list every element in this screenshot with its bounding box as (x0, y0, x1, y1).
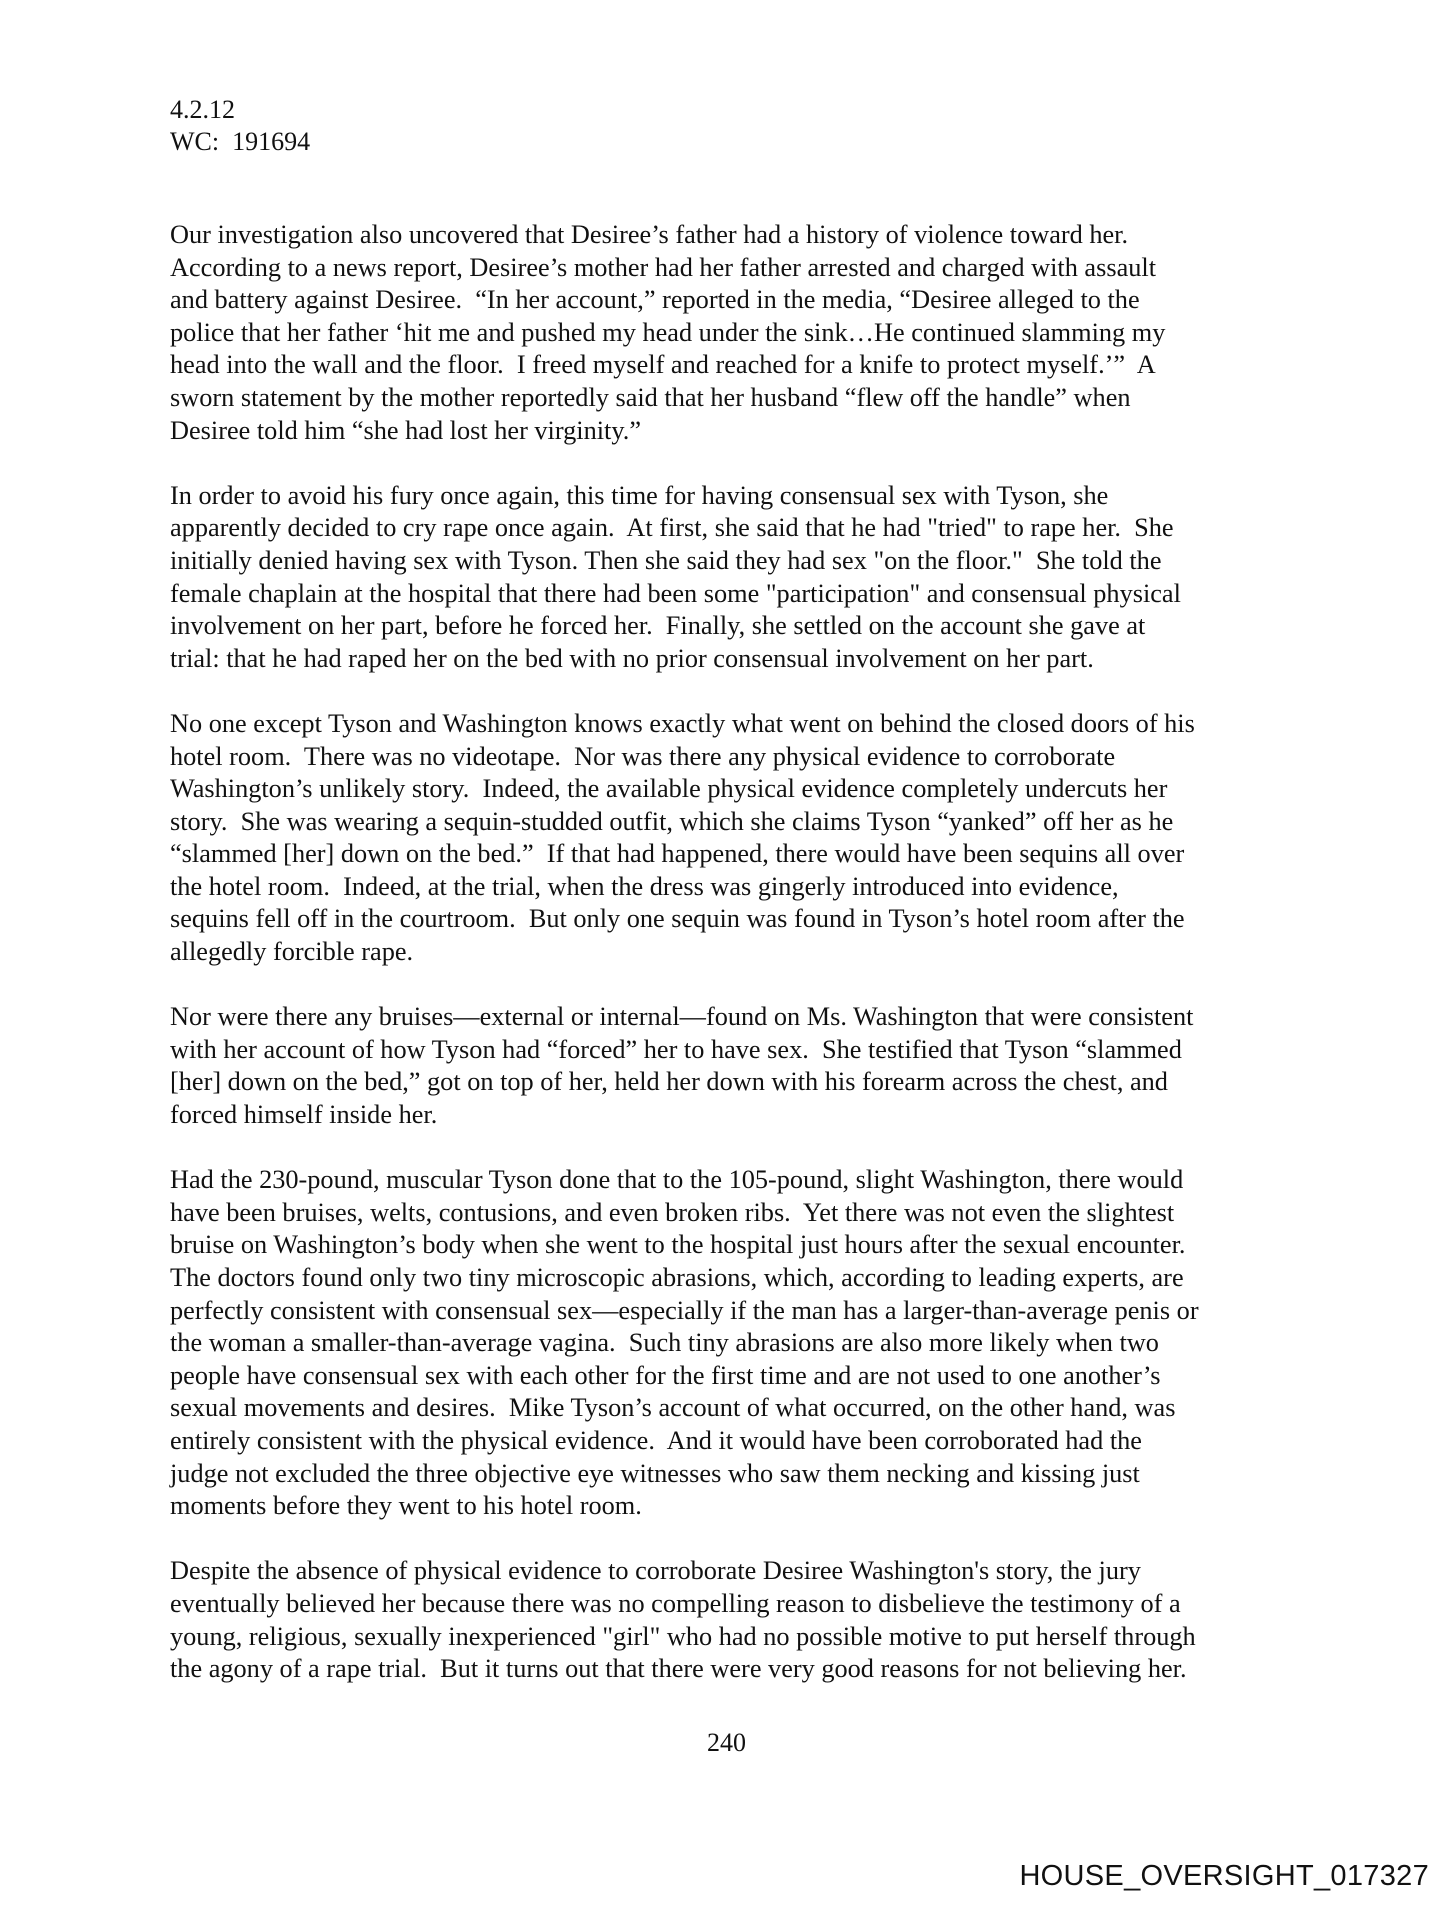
text-line: people have consensual sex with each other for the first time and are not used to one another’s (170, 1360, 1161, 1390)
text-line: with her account of how Tyson had “forced” her to have sex. She testified that Tyson “slammed (170, 1034, 1182, 1064)
text-line: the hotel room. Indeed, at the trial, when the dress was gingerly introduced into evidence, (170, 871, 1119, 901)
text-line: perfectly consistent with consensual sex—especially if the man has a larger-than-average penis or (170, 1295, 1199, 1325)
text-line: and battery against Desiree. “In her account,” reported in the media, “Desiree alleged to the (170, 285, 1140, 315)
text-line: the woman a smaller-than-average vagina. Such tiny abrasions are also more likely when two (170, 1328, 1159, 1358)
text-line: police that her father ‘hit me and pushed my head under the sink…He continued slamming my (170, 317, 1166, 347)
text-line: No one except Tyson and Washington knows exactly what went on behind the closed doors of his (170, 708, 1195, 738)
text-line: The doctors found only two tiny microscopic abrasions, which, according to leading experts, are (170, 1263, 1184, 1292)
text-line: bruise on Washington’s body when she went to the hospital just hours after the sexual encounter. (170, 1230, 1186, 1260)
text-line: Despite the absence of physical evidence to corroborate Desiree Washington's story, the jury (170, 1556, 1141, 1586)
text-line: eventually believed her because there was no compelling reason to disbelieve the testimony of a (170, 1588, 1181, 1618)
page-number: 240 (707, 1728, 746, 1757)
text-line: sworn statement by the mother reportedly said that her husband “flew off the handle” when (170, 382, 1131, 412)
text-line: head into the wall and the floor. I freed myself and reached for a knife to protect myself.’” A (170, 350, 1156, 380)
text-line: story. She was wearing a sequin-studded outfit, which she claims Tyson “yanked” off her as he (170, 806, 1174, 836)
text-line: Desiree told him “she had lost her virginity.” (170, 415, 642, 445)
header-date: 4.2.12 (170, 95, 235, 124)
text-line: Washington’s unlikely story. Indeed, the available physical evidence completely undercuts her (170, 774, 1168, 804)
text-line: hotel room. There was no videotape. Nor was there any physical evidence to corroborate (170, 741, 1116, 771)
text-line: have been bruises, welts, contusions, and even broken ribs. Yet there was not even the slightest (170, 1197, 1175, 1227)
paragraph (170, 1555, 1280, 1685)
document-header (170, 94, 310, 158)
text-line: According to a news report, Desiree’s mother had her father arrested and charged with assault (170, 252, 1157, 282)
text-line: moments before they went to his hotel room. (170, 1491, 642, 1521)
text-line: Our investigation also uncovered that Desiree’s father had a history of violence toward her. (170, 220, 1129, 249)
text-line: sexual movements and desires. Mike Tyson’s account of what occurred, on the other hand, was (170, 1393, 1176, 1423)
text-line: Nor were there any bruises—external or internal—found on Ms. Washington that were consistent (170, 1002, 1194, 1032)
text-line: initially denied having sex with Tyson. Then she said they had sex "on the floor." She told the (170, 545, 1162, 575)
text-line: young, religious, sexually inexperienced "girl" who had no possible motive to put herself through (170, 1621, 1196, 1651)
text-line: trial: that he had raped her on the bed with no prior consensual involvement on her part. (170, 643, 1094, 673)
header-word-count: WC: 191694 (170, 127, 311, 156)
text-line: forced himself inside her. (170, 1100, 438, 1130)
text-line: judge not excluded the three objective eye witnesses who saw them necking and kissing just (170, 1458, 1140, 1488)
paragraph (170, 1001, 1280, 1131)
text-line: entirely consistent with the physical evidence. And it would have been corroborated had the (170, 1425, 1142, 1455)
text-line: sequins fell off in the courtroom. But only one sequin was found in Tyson’s hotel room after the (170, 904, 1185, 934)
paragraph (170, 480, 1280, 676)
text-line: Had the 230-pound, muscular Tyson done that to the 105-pound, slight Washington, there would (170, 1165, 1184, 1195)
text-line: [her] down on the bed,” got on top of her, held her down with his forearm across the chest, and (170, 1067, 1168, 1097)
text-line: female chaplain at the hospital that there had been some "participation" and consensual physical (170, 578, 1181, 608)
text-line: In order to avoid his fury once again, this time for having consensual sex with Tyson, she (170, 480, 1109, 510)
paragraph (170, 708, 1280, 969)
text-line: the agony of a rape trial. But it turns out that there were very good reasons for not believing her. (170, 1654, 1187, 1684)
bates-number: HOUSE_OVERSIGHT_017327 (1019, 1860, 1429, 1892)
paragraph (170, 1164, 1280, 1523)
text-line: “slammed [her] down on the bed.” If that had happened, there would have been sequins all over (170, 839, 1185, 869)
text-line: involvement on her part, before he forced her. Finally, she settled on the account she gave at (170, 611, 1146, 641)
text-line: allegedly forcible rape. (170, 937, 414, 967)
paragraph (170, 219, 1280, 447)
document-body (170, 219, 1280, 1718)
text-line: apparently decided to cry rape once again. At first, she said that he had "tried" to rape her. She (170, 513, 1174, 543)
